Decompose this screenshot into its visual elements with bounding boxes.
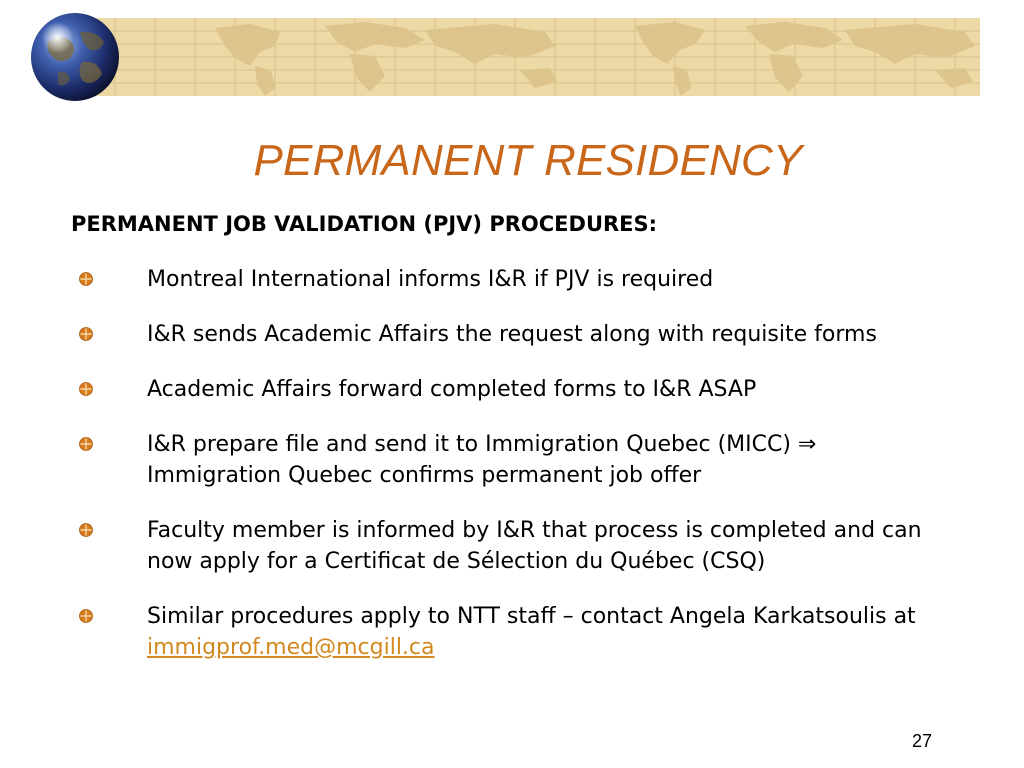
bullet-text: I&R prepare file and send it to Immigration Quebec (MICC) ⇒ Immigration Quebec confirms permanent job offer: [147, 432, 817, 488]
orange-circle-bullet-icon: [79, 609, 93, 623]
orange-circle-bullet-icon: [79, 437, 93, 451]
bullet-text-prefix: Similar procedures apply to NTT staff – contact Angela Karkatsoulis at: [147, 604, 916, 629]
orange-circle-bullet-icon: [79, 382, 93, 396]
list-item: [0, 515, 1024, 577]
list-item: [0, 319, 1024, 350]
orange-circle-bullet-icon: [79, 272, 93, 286]
orange-circle-bullet-icon: [79, 327, 93, 341]
bullet-text: [147, 601, 957, 663]
list-item: [0, 429, 1024, 491]
bullet-text: Academic Affairs forward completed forms to I&R ASAP: [147, 377, 757, 402]
page-number: 27: [912, 731, 933, 751]
bullet-list: [0, 264, 1024, 687]
list-item: [0, 601, 1024, 663]
globe-logo-icon: [30, 12, 120, 102]
bullet-text: I&R sends Academic Affairs the request along with requisite forms: [147, 322, 877, 347]
section-subheading: PERMANENT JOB VALIDATION (PJV) PROCEDURES:: [71, 212, 658, 236]
list-item: [0, 374, 1024, 405]
email-link[interactable]: immigprof.med@mcgill.ca: [147, 635, 435, 660]
world-map-banner: [75, 18, 980, 96]
bullet-text: Montreal International informs I&R if PJV is required: [147, 267, 714, 292]
orange-circle-bullet-icon: [79, 523, 93, 537]
bullet-text: Faculty member is informed by I&R that process is completed and can now apply for a Certificat de Sélection du Québec (CSQ): [147, 518, 922, 574]
list-item: [0, 264, 1024, 295]
slide-title: PERMANENT RESIDENCY: [253, 136, 803, 185]
